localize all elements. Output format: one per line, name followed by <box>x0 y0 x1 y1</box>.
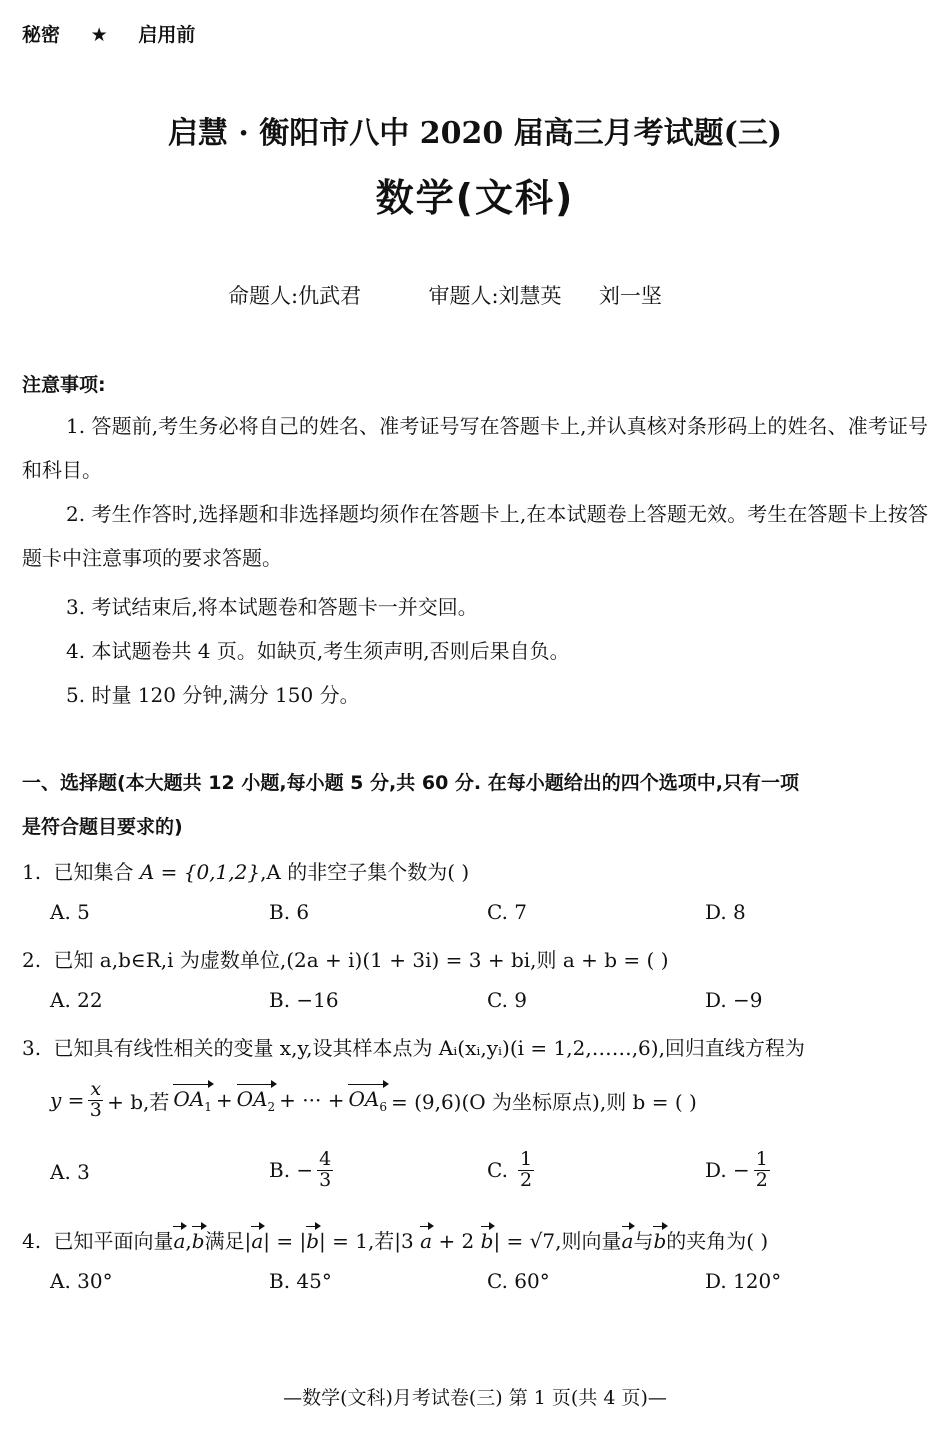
setter: 命题人:仇武君 <box>228 284 362 308</box>
question-3: 3. 已知具有线性相关的变量 x,y,设其样本点为 Aᵢ(xᵢ,yᵢ)(i = 1,2,……,6),回归直线方程为 <box>22 1036 805 1060</box>
q1-option-b: B. 6 <box>269 900 310 924</box>
notice-item-3: 3. 考试结束后,将本试题卷和答题卡一并交回。 <box>66 595 478 619</box>
exam-title: 启慧 · 衡阳市八中 2020 届高三月考试题(三) <box>167 116 783 151</box>
notice-item-1: 1. 答题前,考生务必将自己的姓名、准考证号写在答题卡上,并认真核对条形码上的姓名、准考证号和科目。 <box>22 414 928 482</box>
notice-item-2: 2. 考生作答时,选择题和非选择题均须作在答题卡上,在本试题卷上答题无效。考生在答题卡上按答题卡中注意事项的要求答题。 <box>22 502 928 570</box>
credits <box>228 280 662 310</box>
q4-option-d: D. 120° <box>705 1269 782 1293</box>
q4-option-b: B. 45° <box>269 1269 332 1293</box>
section-heading-line1: 一、选择题(本大题共 12 小题,每小题 5 分,共 60 分. 在每小题给出的四个选项中,只有一项 <box>22 772 799 794</box>
q2-option-d: D. −9 <box>705 988 763 1012</box>
q1-option-d: D. 8 <box>705 900 746 924</box>
vector-oa6: $OA_6$ <box>348 1086 387 1114</box>
page-footer: —数学(文科)月考试卷(三) 第 1 页(共 4 页)— <box>283 1387 667 1409</box>
star-icon: ★ <box>90 24 108 46</box>
reviewer-2: 刘一坚 <box>598 284 662 308</box>
notice-heading: 注意事项: <box>22 374 106 396</box>
section-heading-line2: 是符合题目要求的) <box>22 816 183 838</box>
q3-option-b: B. − $\frac{4}{3}$ <box>269 1148 332 1191</box>
q3-option-d: D. − $\frac{1}{2}$ <box>705 1148 768 1191</box>
q2-option-b: B. −16 <box>269 988 339 1012</box>
confidential-text: 秘密 <box>22 24 61 46</box>
question-3-equation: y = $\frac{x}{3}$ + b,若 $OA_1$ + $OA_2$ + ··· + $OA_6$ = (9,6)(O 为坐标原点),则 b = ( ) <box>50 1078 697 1121</box>
subject-title: 数学(文科) <box>375 176 575 220</box>
confidential-label <box>22 20 195 47</box>
q4-option-a: A. 30° <box>50 1269 113 1293</box>
before-use-text: 启用前 <box>138 24 196 46</box>
question-4: 4. 已知平面向量a,b满足|a| = |b| = 1,若|3 a + 2 b| = √7,则向量a与b的夹角为( ) <box>22 1229 769 1253</box>
notice-item-4: 4. 本试题卷共 4 页。如缺页,考生须声明,否则后果自负。 <box>66 639 570 663</box>
q3-option-c: C. $\frac{1}{2}$ <box>487 1148 533 1191</box>
q1-option-a: A. 5 <box>50 900 90 924</box>
vector-oa2: $OA_2$ <box>236 1086 276 1114</box>
vector-oa1: $OA_1$ <box>173 1086 212 1114</box>
q3-option-a: A. 3 <box>50 1160 90 1184</box>
q4-option-c: C. 60° <box>487 1269 550 1293</box>
q2-option-c: C. 9 <box>487 988 528 1012</box>
fraction-x-over-3: $\frac{x}{3}$ <box>89 1078 102 1121</box>
reviewers: 审题人:刘慧英 <box>428 284 562 308</box>
notice-item-5: 5. 时量 120 分钟,满分 150 分。 <box>66 683 360 707</box>
question-1: 1. 已知集合 A = {0,1,2},A 的非空子集个数为( ) <box>22 860 470 884</box>
question-2: 2. 已知 a,b∈R,i 为虚数单位,(2a + i)(1 + 3i) = 3 + bi,则 a + b = ( ) <box>22 948 669 972</box>
q2-option-a: A. 22 <box>50 988 103 1012</box>
q1-option-c: C. 7 <box>487 900 528 924</box>
